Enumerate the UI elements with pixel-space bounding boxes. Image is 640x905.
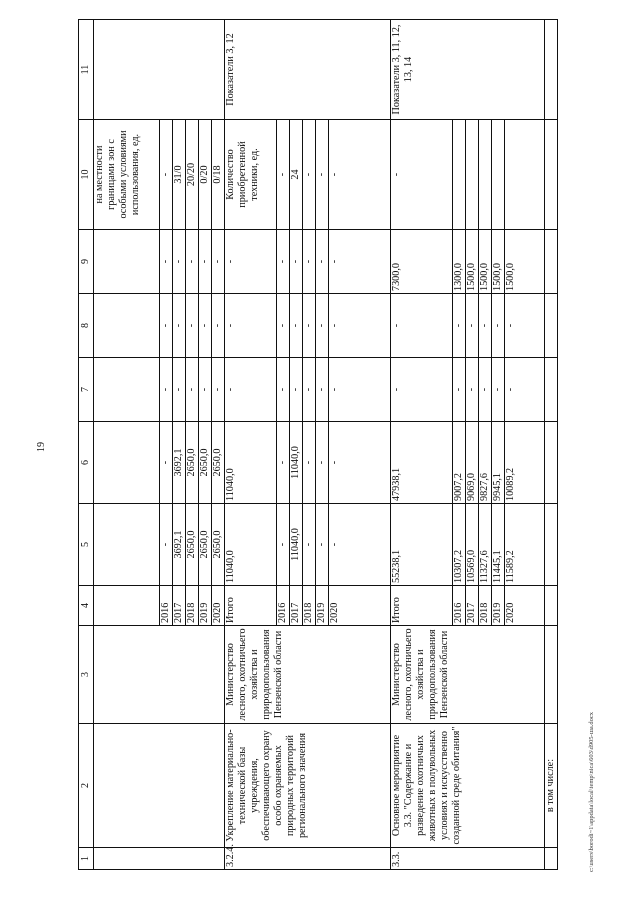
value-cell: - <box>160 230 173 294</box>
cont-col11 <box>94 20 225 120</box>
value-cell: - <box>329 504 391 586</box>
value-cell: 10569,0 <box>466 504 479 586</box>
value-cell: - <box>316 504 329 586</box>
col-header-3: 3 <box>79 626 94 724</box>
year-cell: 2016 <box>277 586 290 626</box>
value-cell: 9827,6 <box>479 422 492 504</box>
value-cell: 1500,0 <box>505 230 545 294</box>
year-cell: 2019 <box>316 586 329 626</box>
value-cell: - <box>277 294 290 358</box>
year-cell: 2018 <box>303 586 316 626</box>
value-cell <box>479 120 492 230</box>
value-cell: 24 <box>290 120 303 230</box>
value-cell: 2650,0 <box>212 422 225 504</box>
value-cell: - <box>316 120 329 230</box>
footer-blank <box>545 504 558 586</box>
col-header-10: 10 <box>79 120 94 230</box>
indicators-ref: Показатели 3, 11, 12, 13, 14 <box>391 20 545 120</box>
col-header-7: 7 <box>79 358 94 422</box>
page-number: 19 <box>36 442 47 452</box>
col-header-6: 6 <box>79 422 94 504</box>
col-header-9: 9 <box>79 230 94 294</box>
value-cell: - <box>173 230 186 294</box>
cont-year-blank <box>94 586 160 626</box>
value-cell: 0/20 <box>199 120 212 230</box>
value-cell: - <box>479 294 492 358</box>
cont-blank-6 <box>94 422 160 504</box>
value-cell <box>466 120 479 230</box>
footer-blank <box>545 358 558 422</box>
value-cell: - <box>160 422 173 504</box>
value-cell: 11040,0 <box>290 504 303 586</box>
year-cell: 2016 <box>453 586 466 626</box>
value-cell: 11445,1 <box>492 504 505 586</box>
value-cell: - <box>303 504 316 586</box>
value-cell: - <box>277 358 290 422</box>
footer-blank <box>545 626 558 724</box>
value-cell: 11040,0 <box>225 504 277 586</box>
value-cell: - <box>391 120 453 230</box>
table-row <box>94 20 160 870</box>
value-cell: - <box>303 120 316 230</box>
year-cell: 2017 <box>173 586 186 626</box>
value-cell: 2650,0 <box>199 504 212 586</box>
table-row <box>545 20 558 870</box>
value-cell: 55238,1 <box>391 504 453 586</box>
total-label: Итого <box>225 586 277 626</box>
col-header-11: 11 <box>79 20 94 120</box>
total-label: Итого <box>391 586 453 626</box>
cont-blank-5 <box>94 504 160 586</box>
cont-executor <box>94 626 225 724</box>
value-cell: - <box>453 358 466 422</box>
value-cell: - <box>186 230 199 294</box>
value-cell: 11040,0 <box>225 422 277 504</box>
value-cell: - <box>290 358 303 422</box>
value-cell: - <box>186 358 199 422</box>
value-cell: - <box>391 358 453 422</box>
rotated-table-wrapper <box>78 20 588 870</box>
value-cell: 9945,1 <box>492 422 505 504</box>
footer-blank <box>545 422 558 504</box>
value-cell: - <box>186 294 199 358</box>
value-cell: - <box>303 230 316 294</box>
value-cell: - <box>479 358 492 422</box>
value-cell: 1500,0 <box>479 230 492 294</box>
value-cell: - <box>160 504 173 586</box>
value-cell: - <box>316 230 329 294</box>
value-cell: - <box>199 294 212 358</box>
value-cell: - <box>212 230 225 294</box>
col-header-8: 8 <box>79 294 94 358</box>
value-cell: 47938,1 <box>391 422 453 504</box>
value-cell: - <box>505 358 545 422</box>
executor-name: Министерство лесного, охотничьего хозяйства и природопользования Пензенской области <box>391 626 545 724</box>
value-cell: - <box>453 294 466 358</box>
program-table <box>78 19 558 870</box>
measure-name: Укрепление материально-технической базы учреждения, обеспечивающего охрану особо охраняемых природных территорий регионального значения <box>225 724 391 848</box>
value-cell: 1300,0 <box>453 230 466 294</box>
year-cell: 2017 <box>290 586 303 626</box>
year-cell: 2019 <box>199 586 212 626</box>
value-cell: - <box>277 504 290 586</box>
value-cell: - <box>492 358 505 422</box>
footer-blank <box>545 230 558 294</box>
header-row <box>79 20 94 870</box>
value-cell: - <box>505 294 545 358</box>
value-cell: - <box>303 422 316 504</box>
cont-blank-8 <box>94 294 160 358</box>
year-cell: 2016 <box>160 586 173 626</box>
value-cell: 11589,2 <box>505 504 545 586</box>
table-row <box>391 20 453 870</box>
value-cell: 9069,0 <box>466 422 479 504</box>
value-cell: - <box>212 294 225 358</box>
executor-name: Министерство лесного, охотничьего хозяйства и природопользования Пензенской области <box>225 626 391 724</box>
year-cell: 2020 <box>212 586 225 626</box>
cont-blank-9 <box>94 230 160 294</box>
year-cell: 2019 <box>492 586 505 626</box>
footer-blank <box>545 20 558 120</box>
file-path-footer: c:\users\borodi~1\appdata\local\temp\nica\603\d905-ша.docx <box>588 712 595 872</box>
row-number: 3.3. <box>391 848 545 870</box>
value-cell: 11327,6 <box>479 504 492 586</box>
value-cell <box>505 120 545 230</box>
value-cell: - <box>466 358 479 422</box>
year-cell: 2020 <box>329 586 391 626</box>
value-cell: 7300,0 <box>391 230 453 294</box>
value-cell: - <box>290 230 303 294</box>
value-cell: 31/0 <box>173 120 186 230</box>
value-cell: - <box>329 230 391 294</box>
cont-col10-text: на местности границами зон с особыми условиями использования, ед. <box>94 120 160 230</box>
value-cell: - <box>277 230 290 294</box>
footer-blank <box>545 294 558 358</box>
value-cell: - <box>303 294 316 358</box>
value-cell: - <box>277 422 290 504</box>
table-row <box>225 20 277 870</box>
value-cell: 10089,2 <box>505 422 545 504</box>
footer-blank <box>545 120 558 230</box>
value-cell: - <box>391 294 453 358</box>
value-cell: - <box>303 358 316 422</box>
value-cell: - <box>329 120 391 230</box>
value-cell: - <box>225 358 277 422</box>
value-cell: 11040,0 <box>290 422 303 504</box>
indicator-name: Количество приобретенной техники, ед. <box>225 120 277 230</box>
value-cell: - <box>212 358 225 422</box>
col-header-5: 5 <box>79 504 94 586</box>
value-cell: - <box>329 294 391 358</box>
value-cell: 9007,2 <box>453 422 466 504</box>
value-cell: 2650,0 <box>199 422 212 504</box>
value-cell: - <box>173 358 186 422</box>
footer-label: в том числе: <box>545 724 558 848</box>
year-cell: 2018 <box>186 586 199 626</box>
value-cell: - <box>225 230 277 294</box>
cont-name <box>94 724 225 848</box>
footer-blank <box>545 586 558 626</box>
value-cell: - <box>466 294 479 358</box>
year-cell: 2020 <box>505 586 545 626</box>
value-cell <box>453 120 466 230</box>
value-cell: - <box>290 294 303 358</box>
value-cell: - <box>173 294 186 358</box>
col-header-4: 4 <box>79 586 94 626</box>
measure-name: Основное мероприятие 3.3. "Содержание и разведение охотничьих животных в полувольных условиях и искусственно созданной среде обитания" <box>391 724 545 848</box>
col-header-2: 2 <box>79 724 94 848</box>
footer-num <box>545 848 558 870</box>
value-cell <box>492 120 505 230</box>
value-cell: - <box>316 294 329 358</box>
value-cell: 2650,0 <box>186 504 199 586</box>
value-cell: 3692,1 <box>173 504 186 586</box>
row-number: 3.2.4. <box>225 848 391 870</box>
year-cell: 2017 <box>466 586 479 626</box>
value-cell: 3692,1 <box>173 422 186 504</box>
value-cell: - <box>199 230 212 294</box>
col-header-1: 1 <box>79 848 94 870</box>
value-cell: - <box>160 358 173 422</box>
value-cell: 2650,0 <box>212 504 225 586</box>
cont-blank-7 <box>94 358 160 422</box>
value-cell: 20/20 <box>186 120 199 230</box>
value-cell: - <box>492 294 505 358</box>
value-cell: - <box>329 422 391 504</box>
cont-num <box>94 848 225 870</box>
indicators-ref: Показатели 3, 12 <box>225 20 391 120</box>
year-cell: 2018 <box>479 586 492 626</box>
value-cell: 1500,0 <box>492 230 505 294</box>
value-cell: - <box>199 358 212 422</box>
value-cell: - <box>160 294 173 358</box>
value-cell: - <box>329 358 391 422</box>
value-cell: 2650,0 <box>186 422 199 504</box>
value-cell: 10307,2 <box>453 504 466 586</box>
value-cell: 0/18 <box>212 120 225 230</box>
value-cell: - <box>277 120 290 230</box>
value-cell: - <box>225 294 277 358</box>
value-cell: - <box>316 422 329 504</box>
value-cell: - <box>316 358 329 422</box>
value-cell: - <box>160 120 173 230</box>
value-cell: 1500,0 <box>466 230 479 294</box>
